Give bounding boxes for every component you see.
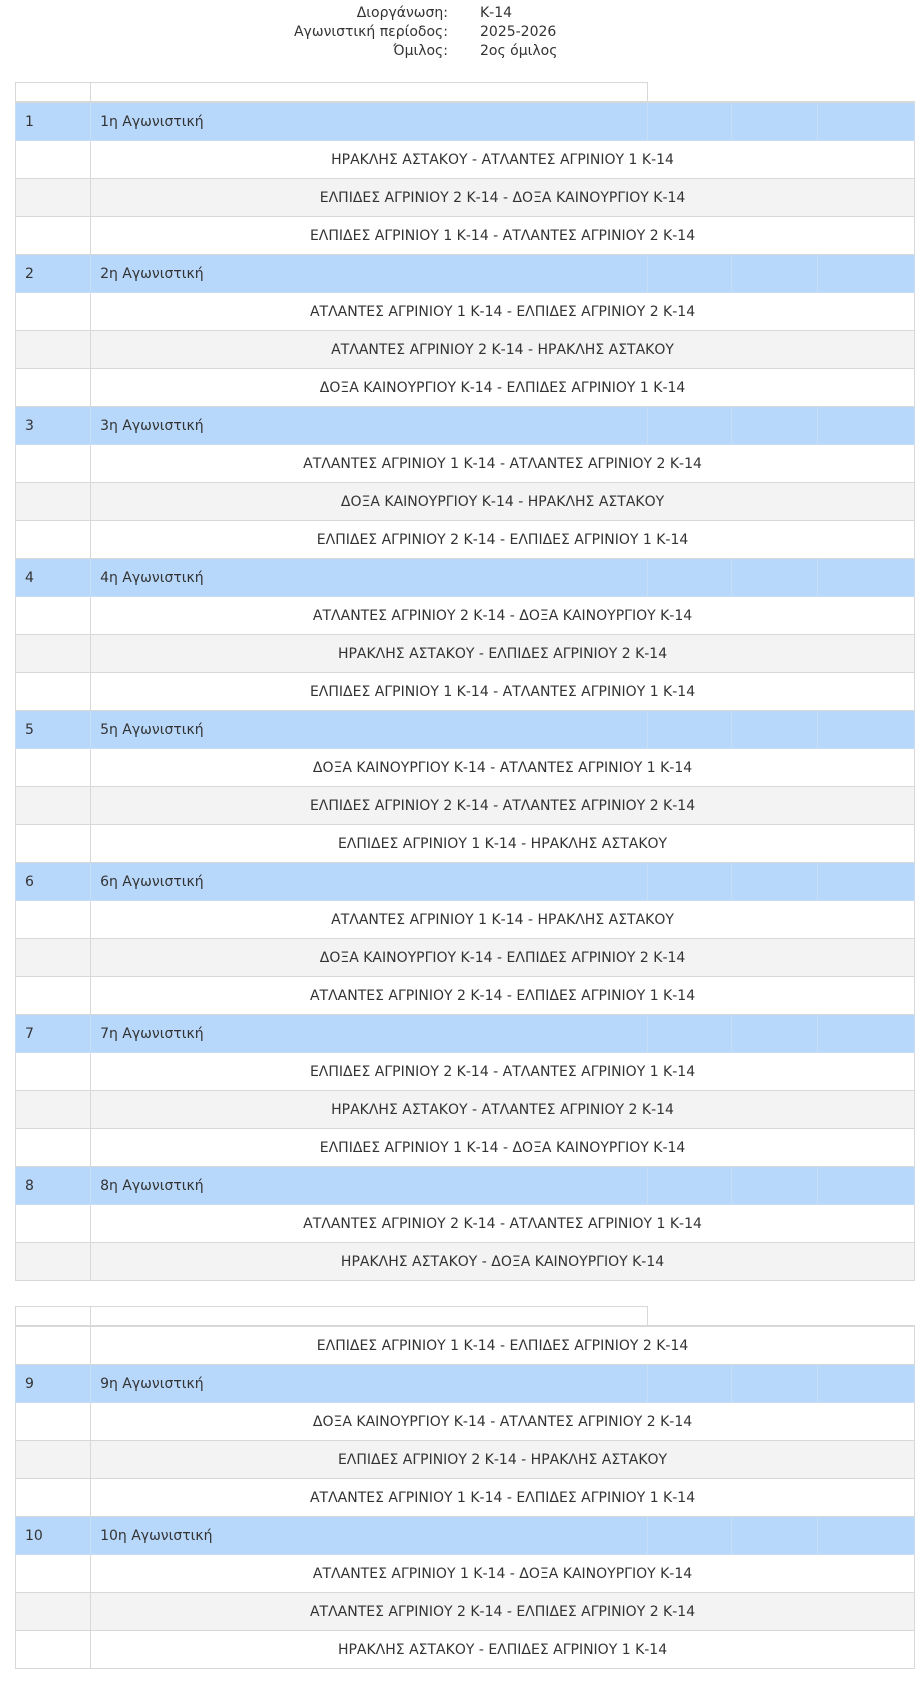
season-label: Αγωνιστική περίοδος: [293, 24, 448, 40]
round-row [16, 102, 915, 141]
match-number-cell [16, 787, 91, 825]
match-number-cell [16, 635, 91, 673]
round-empty-cell [817, 863, 914, 901]
match-row [16, 217, 915, 255]
match-cell: ΕΛΠΙΔΕΣ ΑΓΡΙΝΙΟΥ 1 Κ-14 - ΑΤΛΑΝΤΕΣ ΑΓΡΙΝΙΟΥ 2 Κ-14 [91, 217, 915, 255]
round-empty-cell [817, 1167, 914, 1205]
round-empty-cell [647, 1365, 731, 1403]
match-number-cell [16, 179, 91, 217]
round-empty-cell [647, 255, 731, 293]
match-number-cell [16, 331, 91, 369]
match-cell: ΑΤΛΑΝΤΕΣ ΑΓΡΙΝΙΟΥ 2 Κ-14 - ΕΛΠΙΔΕΣ ΑΓΡΙΝΙΟΥ 2 Κ-14 [91, 1593, 915, 1631]
match-row [16, 1053, 915, 1091]
header-cell [16, 1307, 91, 1327]
match-row [16, 673, 915, 711]
round-empty-cell [817, 255, 914, 293]
match-cell: ΔΟΞΑ ΚΑΙΝΟΥΡΓΙΟΥ Κ-14 - ΗΡΑΚΛΗΣ ΑΣΤΑΚΟΥ [91, 483, 915, 521]
match-number-cell [16, 1053, 91, 1091]
round-empty-cell [731, 255, 817, 293]
match-row [16, 1326, 915, 1365]
round-label: 6η Αγωνιστική [91, 863, 648, 901]
match-row [16, 901, 915, 939]
match-row [16, 597, 915, 635]
match-cell: ΕΛΠΙΔΕΣ ΑΓΡΙΝΙΟΥ 2 Κ-14 - ΔΟΞΑ ΚΑΙΝΟΥΡΓΙΟΥ Κ-14 [91, 179, 915, 217]
round-row [16, 255, 915, 293]
round-row [16, 1365, 915, 1403]
match-number-cell [16, 597, 91, 635]
match-row [16, 1441, 915, 1479]
round-number: 7 [16, 1015, 91, 1053]
header-cell [16, 83, 91, 103]
match-cell: ΑΤΛΑΝΤΕΣ ΑΓΡΙΝΙΟΥ 2 Κ-14 - ΕΛΠΙΔΕΣ ΑΓΡΙΝΙΟΥ 1 Κ-14 [91, 977, 915, 1015]
round-empty-cell [647, 559, 731, 597]
match-cell: ΗΡΑΚΛΗΣ ΑΣΤΑΚΟΥ - ΔΟΞΑ ΚΑΙΝΟΥΡΓΙΟΥ Κ-14 [91, 1243, 915, 1281]
match-row [16, 1091, 915, 1129]
round-empty-cell [817, 1517, 914, 1555]
organization-value: Κ-14 [480, 5, 513, 21]
round-empty-cell [731, 863, 817, 901]
match-cell: ΗΡΑΚΛΗΣ ΑΣΤΑΚΟΥ - ΑΤΛΑΝΤΕΣ ΑΓΡΙΝΙΟΥ 2 Κ-14 [91, 1091, 915, 1129]
match-row [16, 1243, 915, 1281]
round-empty-cell [647, 863, 731, 901]
match-row [16, 293, 915, 331]
match-cell: ΔΟΞΑ ΚΑΙΝΟΥΡΓΙΟΥ Κ-14 - ΑΤΛΑΝΤΕΣ ΑΓΡΙΝΙΟΥ 1 Κ-14 [91, 749, 915, 787]
round-empty-cell [647, 711, 731, 749]
round-row [16, 711, 915, 749]
header-cell [91, 83, 648, 103]
match-row [16, 521, 915, 559]
round-number: 9 [16, 1365, 91, 1403]
match-row [16, 1593, 915, 1631]
match-row [16, 369, 915, 407]
match-number-cell [16, 1631, 91, 1669]
round-row [16, 407, 915, 445]
round-empty-cell [647, 407, 731, 445]
table-header-row [16, 83, 915, 103]
round-empty-cell [817, 559, 914, 597]
match-number-cell [16, 1555, 91, 1593]
round-empty-cell [647, 1015, 731, 1053]
round-label: 5η Αγωνιστική [91, 711, 648, 749]
match-row [16, 1479, 915, 1517]
match-number-cell [16, 1243, 91, 1281]
round-empty-cell [647, 1517, 731, 1555]
match-cell: ΕΛΠΙΔΕΣ ΑΓΡΙΝΙΟΥ 2 Κ-14 - ΗΡΑΚΛΗΣ ΑΣΤΑΚΟΥ [91, 1441, 915, 1479]
round-number: 5 [16, 711, 91, 749]
round-label: 3η Αγωνιστική [91, 407, 648, 445]
match-cell: ΑΤΛΑΝΤΕΣ ΑΓΡΙΝΙΟΥ 2 Κ-14 - ΔΟΞΑ ΚΑΙΝΟΥΡΓΙΟΥ Κ-14 [91, 597, 915, 635]
header-cell [91, 1307, 648, 1327]
match-row [16, 825, 915, 863]
group-row [0, 42, 924, 60]
match-row [16, 1555, 915, 1593]
match-number-cell [16, 1326, 91, 1365]
round-number: 4 [16, 559, 91, 597]
match-number-cell [16, 369, 91, 407]
match-number-cell [16, 217, 91, 255]
round-row [16, 559, 915, 597]
match-row [16, 445, 915, 483]
round-empty-cell [731, 102, 817, 141]
match-row [16, 1631, 915, 1669]
round-label: 2η Αγωνιστική [91, 255, 648, 293]
round-empty-cell [731, 1517, 817, 1555]
match-row [16, 331, 915, 369]
round-label: 9η Αγωνιστική [91, 1365, 648, 1403]
round-empty-cell [817, 102, 914, 141]
match-cell: ΕΛΠΙΔΕΣ ΑΓΡΙΝΙΟΥ 1 Κ-14 - ΑΤΛΑΝΤΕΣ ΑΓΡΙΝΙΟΥ 1 Κ-14 [91, 673, 915, 711]
match-cell: ΔΟΞΑ ΚΑΙΝΟΥΡΓΙΟΥ Κ-14 - ΑΤΛΑΝΤΕΣ ΑΓΡΙΝΙΟΥ 2 Κ-14 [91, 1403, 915, 1441]
match-cell: ΑΤΛΑΝΤΕΣ ΑΓΡΙΝΙΟΥ 1 Κ-14 - ΑΤΛΑΝΤΕΣ ΑΓΡΙΝΙΟΥ 2 Κ-14 [91, 445, 915, 483]
match-row [16, 1205, 915, 1243]
match-row [16, 635, 915, 673]
match-number-cell [16, 1091, 91, 1129]
match-number-cell [16, 141, 91, 179]
match-cell: ΔΟΞΑ ΚΑΙΝΟΥΡΓΙΟΥ Κ-14 - ΕΛΠΙΔΕΣ ΑΓΡΙΝΙΟΥ 2 Κ-14 [91, 939, 915, 977]
round-empty-cell [647, 1167, 731, 1205]
season-value: 2025-2026 [480, 24, 557, 40]
round-number: 10 [16, 1517, 91, 1555]
group-value: 2ος όμιλος [480, 43, 558, 59]
match-number-cell [16, 1205, 91, 1243]
match-cell: ΕΛΠΙΔΕΣ ΑΓΡΙΝΙΟΥ 2 Κ-14 - ΑΤΛΑΝΤΕΣ ΑΓΡΙΝΙΟΥ 2 Κ-14 [91, 787, 915, 825]
match-number-cell [16, 521, 91, 559]
match-cell: ΕΛΠΙΔΕΣ ΑΓΡΙΝΙΟΥ 1 Κ-14 - ΕΛΠΙΔΕΣ ΑΓΡΙΝΙΟΥ 2 Κ-14 [91, 1326, 915, 1365]
round-row [16, 863, 915, 901]
round-empty-cell [817, 1015, 914, 1053]
schedule-table-1 [15, 82, 915, 1281]
match-number-cell [16, 1129, 91, 1167]
organization-label: Διοργάνωση: [356, 5, 448, 21]
round-row [16, 1167, 915, 1205]
match-cell: ΕΛΠΙΔΕΣ ΑΓΡΙΝΙΟΥ 2 Κ-14 - ΕΛΠΙΔΕΣ ΑΓΡΙΝΙΟΥ 1 Κ-14 [91, 521, 915, 559]
match-row [16, 179, 915, 217]
match-cell: ΑΤΛΑΝΤΕΣ ΑΓΡΙΝΙΟΥ 1 Κ-14 - ΔΟΞΑ ΚΑΙΝΟΥΡΓΙΟΥ Κ-14 [91, 1555, 915, 1593]
match-number-cell [16, 939, 91, 977]
match-number-cell [16, 825, 91, 863]
organization-row [0, 4, 924, 22]
round-row [16, 1517, 915, 1555]
round-number: 3 [16, 407, 91, 445]
round-empty-cell [731, 1365, 817, 1403]
round-number: 2 [16, 255, 91, 293]
match-cell: ΑΤΛΑΝΤΕΣ ΑΓΡΙΝΙΟΥ 2 Κ-14 - ΑΤΛΑΝΤΕΣ ΑΓΡΙΝΙΟΥ 1 Κ-14 [91, 1205, 915, 1243]
round-empty-cell [817, 407, 914, 445]
match-row [16, 1129, 915, 1167]
round-label: 7η Αγωνιστική [91, 1015, 648, 1053]
match-row [16, 141, 915, 179]
match-cell: ΕΛΠΙΔΕΣ ΑΓΡΙΝΙΟΥ 1 Κ-14 - ΔΟΞΑ ΚΑΙΝΟΥΡΓΙΟΥ Κ-14 [91, 1129, 915, 1167]
match-number-cell [16, 483, 91, 521]
round-empty-cell [731, 1167, 817, 1205]
match-number-cell [16, 1479, 91, 1517]
match-cell: ΗΡΑΚΛΗΣ ΑΣΤΑΚΟΥ - ΕΛΠΙΔΕΣ ΑΓΡΙΝΙΟΥ 2 Κ-14 [91, 635, 915, 673]
match-row [16, 1403, 915, 1441]
match-number-cell [16, 1593, 91, 1631]
match-row [16, 787, 915, 825]
round-empty-cell [647, 102, 731, 141]
match-row [16, 749, 915, 787]
match-cell: ΑΤΛΑΝΤΕΣ ΑΓΡΙΝΙΟΥ 1 Κ-14 - ΕΛΠΙΔΕΣ ΑΓΡΙΝΙΟΥ 2 Κ-14 [91, 293, 915, 331]
match-number-cell [16, 673, 91, 711]
match-cell: ΑΤΛΑΝΤΕΣ ΑΓΡΙΝΙΟΥ 1 Κ-14 - ΕΛΠΙΔΕΣ ΑΓΡΙΝΙΟΥ 1 Κ-14 [91, 1479, 915, 1517]
match-cell: ΔΟΞΑ ΚΑΙΝΟΥΡΓΙΟΥ Κ-14 - ΕΛΠΙΔΕΣ ΑΓΡΙΝΙΟΥ 1 Κ-14 [91, 369, 915, 407]
round-label: 8η Αγωνιστική [91, 1167, 648, 1205]
match-row [16, 939, 915, 977]
round-number: 1 [16, 102, 91, 141]
round-row [16, 1015, 915, 1053]
round-label: 10η Αγωνιστική [91, 1517, 648, 1555]
round-empty-cell [731, 711, 817, 749]
match-cell: ΕΛΠΙΔΕΣ ΑΓΡΙΝΙΟΥ 1 Κ-14 - ΗΡΑΚΛΗΣ ΑΣΤΑΚΟΥ [91, 825, 915, 863]
match-number-cell [16, 1441, 91, 1479]
round-empty-cell [731, 1015, 817, 1053]
match-cell: ΕΛΠΙΔΕΣ ΑΓΡΙΝΙΟΥ 2 Κ-14 - ΑΤΛΑΝΤΕΣ ΑΓΡΙΝΙΟΥ 1 Κ-14 [91, 1053, 915, 1091]
schedule-table-2 [15, 1306, 915, 1669]
match-number-cell [16, 977, 91, 1015]
round-empty-cell [731, 407, 817, 445]
round-empty-cell [817, 1365, 914, 1403]
match-cell: ΗΡΑΚΛΗΣ ΑΣΤΑΚΟΥ - ΑΤΛΑΝΤΕΣ ΑΓΡΙΝΙΟΥ 1 Κ-14 [91, 141, 915, 179]
match-number-cell [16, 1403, 91, 1441]
match-number-cell [16, 293, 91, 331]
round-number: 6 [16, 863, 91, 901]
round-label: 4η Αγωνιστική [91, 559, 648, 597]
round-empty-cell [817, 711, 914, 749]
match-row [16, 483, 915, 521]
round-number: 8 [16, 1167, 91, 1205]
round-label: 1η Αγωνιστική [91, 102, 648, 141]
season-row [0, 23, 924, 41]
match-number-cell [16, 749, 91, 787]
match-cell: ΗΡΑΚΛΗΣ ΑΣΤΑΚΟΥ - ΕΛΠΙΔΕΣ ΑΓΡΙΝΙΟΥ 1 Κ-14 [91, 1631, 915, 1669]
table-header-row [16, 1307, 915, 1327]
round-empty-cell [731, 559, 817, 597]
match-number-cell [16, 901, 91, 939]
match-cell: ΑΤΛΑΝΤΕΣ ΑΓΡΙΝΙΟΥ 2 Κ-14 - ΗΡΑΚΛΗΣ ΑΣΤΑΚΟΥ [91, 331, 915, 369]
match-number-cell [16, 445, 91, 483]
match-row [16, 977, 915, 1015]
match-cell: ΑΤΛΑΝΤΕΣ ΑΓΡΙΝΙΟΥ 1 Κ-14 - ΗΡΑΚΛΗΣ ΑΣΤΑΚΟΥ [91, 901, 915, 939]
group-label: Όμιλος: [393, 43, 448, 59]
